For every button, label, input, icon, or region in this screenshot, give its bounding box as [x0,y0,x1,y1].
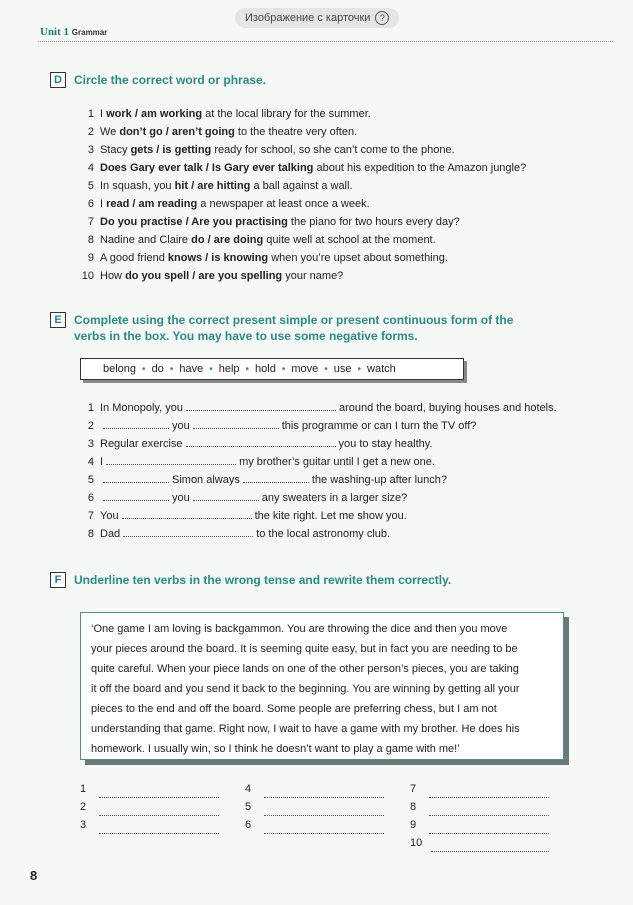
item-start: Dad [100,528,121,540]
answer-number: 4 [245,783,252,795]
verb-help: help [218,363,240,375]
section-d-item[interactable] [78,123,526,141]
answer-number: 1 [80,783,87,795]
answer-row[interactable] [410,816,552,834]
unit-header [40,26,107,38]
answer-blank[interactable] [429,805,549,816]
item-text [100,417,476,435]
pill-label: Изображение с карточки [245,12,371,24]
item-choice[interactable]: knows / is knowing [167,252,269,264]
item-number: 2 [87,420,94,432]
item-text [100,507,407,525]
section-e-title-line2: verbs in the box. You may have to use some negative forms. [74,329,418,343]
section-d-item[interactable] [78,159,526,177]
item-end: the washing-up after lunch? [311,474,448,486]
verb-watch: watch [367,363,396,375]
section-e-item [78,453,557,471]
answer-row[interactable] [245,780,387,798]
item-end: my brother’s guitar until I get a new one. [239,456,435,468]
blank-2[interactable] [193,418,279,429]
blank-1[interactable] [123,526,253,537]
verb-have: have [179,363,204,375]
answer-row[interactable] [80,780,222,798]
item-number: 8 [87,528,94,540]
text-line: it off the board and you send it back to the beginning. You are winning by getting all your [91,683,520,695]
verb-box [80,358,464,380]
item-choice[interactable]: hit / are hitting [174,180,251,192]
blank-1[interactable] [186,400,336,411]
section-d-item[interactable] [78,195,526,213]
answer-blank[interactable] [99,805,219,816]
item-text [100,105,371,123]
item-text [100,399,557,417]
item-text [100,231,436,249]
item-mid: you [172,492,190,504]
item-text [100,195,370,213]
item-pre: I [100,108,107,120]
section-e-item [78,399,557,417]
answer-blank[interactable] [99,787,219,798]
item-start: Regular exercise [100,438,183,450]
answer-number: 10 [410,837,423,849]
item-text [100,177,353,195]
answer-blank[interactable] [264,823,384,834]
section-e-heading [50,312,513,344]
item-end: this programme or can I turn the TV off? [281,420,477,432]
item-start: I [100,456,104,468]
item-post: to the theatre very often. [234,126,358,138]
item-number: 1 [87,402,94,414]
section-d-item[interactable] [78,249,526,267]
item-pre: A good friend [100,252,168,264]
item-text [100,489,407,507]
section-d-item[interactable] [78,105,526,123]
unit-label: Unit 1 [40,26,70,38]
item-post: quite well at school at the moment. [263,234,436,246]
item-choice[interactable]: do you spell / are you spelling [125,270,283,282]
answer-row[interactable] [245,798,387,816]
backgammon-text-box [80,612,564,760]
answer-column-1 [80,780,222,834]
bullet-icon: • [324,363,328,375]
answer-row[interactable] [80,816,222,834]
answer-column-2 [245,780,387,834]
help-icon[interactable]: ? [375,11,389,25]
item-number: 8 [87,234,94,246]
blank-2[interactable] [243,472,309,483]
item-end: the kite right. Let me show you. [254,510,407,522]
answer-row[interactable] [410,780,552,798]
answer-number: 2 [80,801,87,813]
text-line: understanding that game. Right now, I wait to have a game with my brother. He does his [91,723,520,735]
page-number: 8 [30,868,38,883]
item-pre: In squash, you [100,180,175,192]
bullet-icon: • [209,363,213,375]
item-number: 4 [87,456,94,468]
item-mid: Simon always [172,474,240,486]
item-choice[interactable]: Do you practise / Are you practising [100,216,288,228]
answer-number: 3 [80,819,87,831]
item-pre: Stacy [100,144,131,156]
item-post: the piano for two hours every day? [287,216,460,228]
text-line: homework. I usually win, so I think he doesn’t want to play a game with me!’ [91,743,460,755]
item-end: around the board, buying houses and hotels. [338,402,557,414]
answer-blank[interactable] [264,787,384,798]
verb-move: move [291,363,319,375]
item-text [100,525,390,543]
text-line: quite careful. When your piece lands on one of the other person’s pieces, you are taking [91,663,519,675]
blank-1[interactable] [103,418,169,429]
item-text [100,471,447,489]
section-d-list [78,105,526,285]
item-post: at the local library for the summer. [202,108,371,120]
section-e-item [78,435,557,453]
text-line: ‘One game I am loving is backgammon. You are throwing the dice and then you move [91,623,508,635]
item-number: 5 [87,180,94,192]
verb-use: use [333,363,352,375]
answer-row[interactable] [80,798,222,816]
item-post: your name? [282,270,344,282]
item-number: 3 [87,438,94,450]
answer-row[interactable] [245,816,387,834]
bullet-icon: • [169,363,174,375]
section-d-heading [50,72,266,88]
item-choice[interactable]: gets / is getting [130,144,212,156]
item-post: a ball against a wall. [250,180,353,192]
section-e-badge: E [50,312,66,328]
item-pre: We [100,126,120,138]
section-e-item [78,489,557,507]
answer-blank[interactable] [429,787,549,798]
item-pre: How [100,270,126,282]
section-e-item [78,471,557,489]
image-source-pill[interactable] [235,8,399,28]
blank-1[interactable] [106,454,236,465]
blank-1[interactable] [103,490,169,501]
blank-1[interactable] [186,436,336,447]
section-f-title: Underline ten verbs in the wrong tense and rewrite them correctly. [74,573,452,587]
item-post: when you’re upset about something. [268,252,448,264]
answer-number: 7 [410,783,417,795]
answer-blank[interactable] [99,823,219,834]
answer-number: 8 [410,801,417,813]
item-text [100,123,357,141]
section-e-item [78,525,557,543]
header-divider [38,41,613,42]
section-d-item[interactable] [78,267,526,285]
item-pre: Nadine and Claire [100,234,192,246]
verb-hold: hold [255,363,276,375]
item-choice[interactable]: don’t go / aren’t going [119,126,235,138]
item-end: any sweaters in a larger size? [261,492,408,504]
bullet-icon: • [281,363,286,375]
unit-section: Grammar [71,28,108,37]
answer-number: 5 [245,801,252,813]
item-choice[interactable]: Does Gary ever talk / Is Gary ever talking [100,162,314,174]
item-mid: you [172,420,190,432]
item-number: 3 [87,144,94,156]
section-e-title [74,312,513,344]
item-text [100,213,460,231]
item-post: about his expedition to the Amazon jungle? [313,162,527,174]
item-text [100,453,435,471]
item-post: ready for school, so she can’t come to the phone. [211,144,455,156]
answer-blank[interactable] [429,823,549,834]
section-d-item[interactable] [78,231,526,249]
item-number: 2 [87,126,94,138]
section-e-item [78,507,557,525]
item-number: 10 [81,270,94,282]
item-post: a newspaper at least once a week. [197,198,370,210]
item-number: 4 [87,162,94,174]
section-e-title-line1: Complete using the correct present simple or present continuous form of the [74,313,514,327]
item-pre: I [100,198,107,210]
answer-row[interactable] [410,798,552,816]
answer-number: 9 [410,819,417,831]
item-choice[interactable]: do / are doing [191,234,264,246]
item-number: 5 [87,474,94,486]
item-choice[interactable]: read / am reading [106,198,198,210]
text-line: pieces to the end and off the board. Some people are preferring chess, but I am not [91,703,497,715]
section-d-badge: D [50,72,66,88]
verb-belong: belong [103,363,137,375]
section-e-list [78,399,557,543]
verb-do: do [151,363,164,375]
item-number: 1 [87,108,94,120]
answer-column-3 [410,780,552,852]
item-text [100,249,448,267]
item-text [100,159,526,177]
section-f-heading [50,572,451,588]
answer-blank[interactable] [264,805,384,816]
answer-row[interactable] [410,834,552,852]
item-start: You [100,510,119,522]
item-end: to the local astronomy club. [256,528,391,540]
item-number: 7 [87,510,94,522]
item-text [100,435,433,453]
section-d-title: Circle the correct word or phrase. [74,73,267,87]
answer-number: 6 [245,819,252,831]
item-end: you to stay healthy. [338,438,433,450]
text-line: your pieces around the board. It is seeming quite easy, but in fact you are needing to be [91,643,518,655]
bullet-icon: • [142,363,146,375]
blank-2[interactable] [193,490,259,501]
section-d-item[interactable] [78,213,526,231]
section-f-badge: F [50,572,66,588]
item-choice[interactable]: work / am working [106,108,203,120]
section-d-item[interactable] [78,177,526,195]
item-text [100,141,455,159]
item-number: 6 [87,198,94,210]
item-number: 7 [87,216,94,228]
item-number: 9 [87,252,94,264]
bullet-icon: • [245,363,250,375]
section-d-item[interactable] [78,141,526,159]
blank-1[interactable] [103,472,169,483]
bullet-icon: • [357,363,362,375]
item-number: 6 [87,492,94,504]
blank-1[interactable] [122,508,252,519]
item-text [100,267,343,285]
answer-blank[interactable] [431,841,549,852]
item-start: In Monopoly, you [100,402,183,414]
section-e-item [78,417,557,435]
